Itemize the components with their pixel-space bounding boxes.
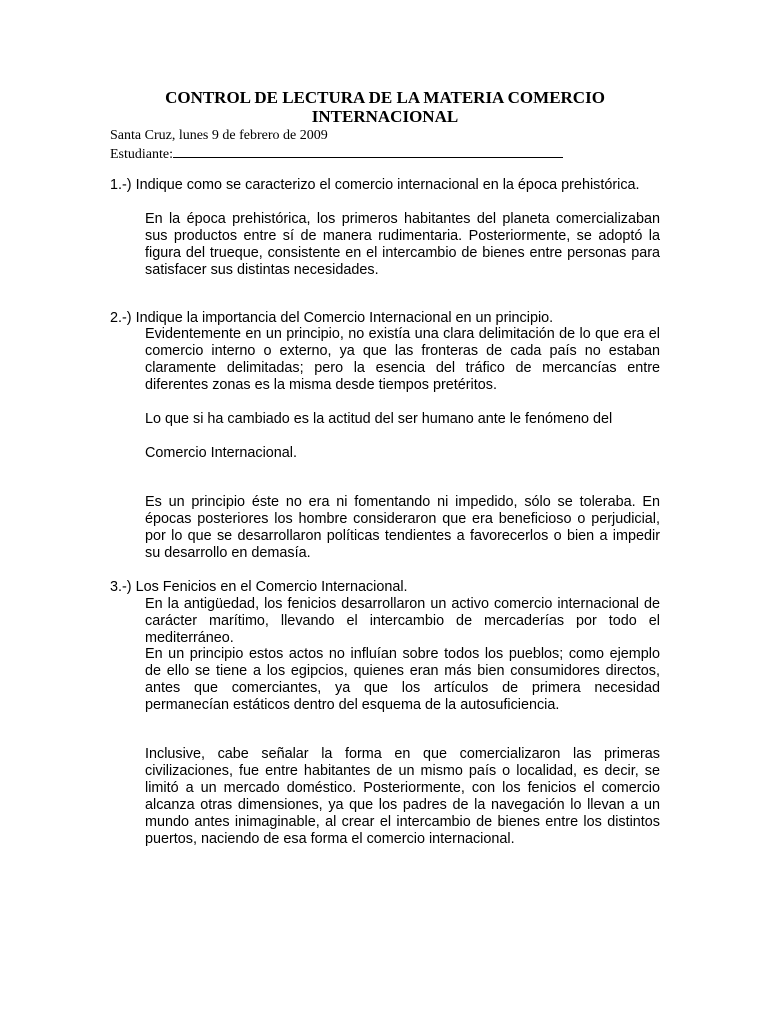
- question-2: 2.-) Indique la importancia del Comercio Internacional en un principio.: [110, 310, 554, 326]
- document-title: [110, 88, 660, 126]
- student-label: Estudiante:: [110, 147, 173, 162]
- date-line: Santa Cruz, lunes 9 de febrero de 2009: [110, 128, 328, 143]
- student-blank-line: [173, 144, 563, 158]
- question-1: 1.-) Indique como se caracterizo el comercio internacional en la época prehistórica.: [110, 177, 640, 193]
- question-3: 3.-) Los Fenicios en el Comercio Internacional.: [110, 579, 408, 595]
- title-line-1: CONTROL DE LECTURA DE LA MATERIA COMERCIO: [165, 88, 605, 107]
- answer-3-paragraph-2: En un principio estos actos no influían sobre todos los pueblos; como ejemplo de ello se tiene a los egipcios, quienes eran más bien consumidores directos, antes que comerciantes, ya que los artículos de primera necesidad permanecían estáticos dentro del esquema de la autosuficiencia.: [145, 646, 660, 713]
- title-line-2: INTERNACIONAL: [311, 107, 459, 126]
- answer-2-paragraph-4: Es un principio éste no era ni fomentando ni impedido, sólo se toleraba. En épocas posteriores los hombre consideraron que era beneficioso o perjudicial, por lo que se desarrollaron políticas tendientes a favorecerlos o bien a impedir su desarrollo en demasía.: [145, 494, 660, 561]
- answer-1: En la época prehistórica, los primeros habitantes del planeta comercializaban sus productos entre sí de manera rudimentaria. Posteriormente, se adoptó la figura del trueque, consistente en el intercambio de bienes entre personas para satisfacer sus distintas necesidades.: [145, 211, 660, 278]
- answer-3-paragraph-3: Inclusive, cabe señalar la forma en que comercializaron las primeras civilizaciones, fue entre habitantes de un mismo país o localidad, es decir, se limitó a un mercado doméstico. Posteriormente, con los fenicios el comercio alcanza otras dimensiones, ya que los padres de la navegación lo llevan a un mundo antes inimaginable, al crear el intercambio de bienes entre los distintos puertos, naciendo de esa forma el comercio internacional.: [145, 746, 660, 847]
- student-field: [110, 144, 563, 163]
- answer-2-paragraph-1: Evidentemente en un principio, no existía una clara delimitación de lo que era el comercio interno o externo, ya que las fronteras de cada país no estaban claramente delimitadas; pero la esencia del tráfico de mercancías entre diferentes zonas es la misma desde tiempos pretéritos.: [145, 326, 660, 393]
- answer-2-paragraph-2: Lo que si ha cambiado es la actitud del ser humano ante le fenómeno del: [145, 411, 613, 427]
- answer-3-paragraph-1: En la antigüedad, los fenicios desarrollaron un activo comercio internacional de carácter marítimo, llevando el intercambio de mercaderías por todo el mediterráneo.: [145, 596, 660, 646]
- answer-2-paragraph-3: Comercio Internacional.: [145, 445, 297, 461]
